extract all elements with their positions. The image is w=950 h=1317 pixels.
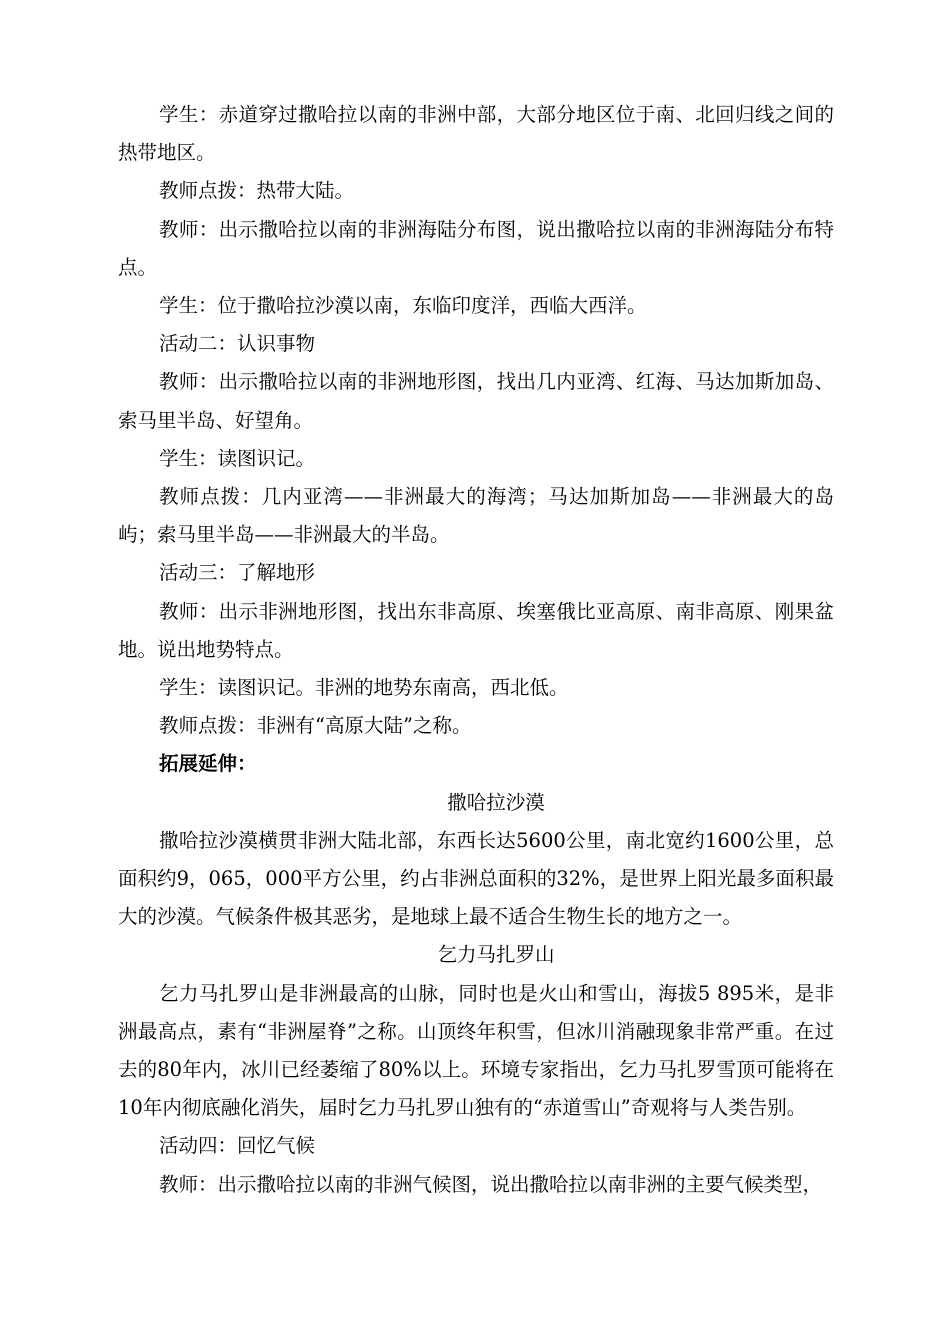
subheading-sahara: 撒哈拉沙漠 bbox=[447, 790, 545, 814]
paragraph-student-location: 学生：位于撒哈拉沙漠以南，东临印度洋，西临大西洋。 bbox=[159, 294, 647, 318]
paragraph-teacher-africa-terrain: 教师：出示非洲地形图，找出东非高原、埃塞俄比亚高原、南非高原、刚果盆地。说出地势特点。 bbox=[118, 599, 834, 661]
paragraph-activity-three-heading: 活动三：了解地形 bbox=[159, 561, 316, 585]
paragraph-activity-two-heading: 活动二：认识事物 bbox=[159, 332, 316, 356]
paragraph-student-read-map: 学生：读图识记。 bbox=[159, 446, 316, 470]
paragraph-sahara-description: 撒哈拉沙漠横贯非洲大陆北部，东西长达5600公里，南北宽约1600公里，总面积约9，065，000平方公里，约占非洲总面积的32%，是世界上阳光最多面积最大的沙漠。气候条件极其恶劣，是地球上最不适合生物生长的地方之一。 bbox=[118, 828, 834, 929]
paragraph-activity-four-heading: 活动四：回忆气候 bbox=[159, 1134, 316, 1158]
paragraph-student-terrain-answer: 学生：读图识记。非洲的地势东南高，西北低。 bbox=[159, 676, 569, 700]
paragraph-teacher-land-sea-map: 教师：出示撒哈拉以南的非洲海陆分布图，说出撒哈拉以南的非洲海陆分布特点。 bbox=[118, 217, 834, 279]
paragraph-teacher-terrain-map: 教师：出示撒哈拉以南的非洲地形图，找出几内亚湾、红海、马达加斯加岛、索马里半岛、好望角。 bbox=[118, 370, 834, 432]
section-heading-extension: 拓展延伸： bbox=[159, 752, 257, 776]
paragraph-teacher-hint-tropical: 教师点拨：热带大陆。 bbox=[159, 179, 355, 203]
paragraph-student-equator: 学生：赤道穿过撒哈拉以南的非洲中部，大部分地区位于南、北回归线之间的热带地区。 bbox=[118, 103, 834, 165]
subheading-kilimanjaro: 乞力马扎罗山 bbox=[437, 943, 555, 967]
document-body bbox=[118, 96, 834, 1204]
paragraph-teacher-hint-largest: 教师点拨：几内亚湾——非洲最大的海湾；马达加斯加岛——非洲最大的岛屿；索马里半岛——非洲最大的半岛。 bbox=[118, 485, 834, 547]
paragraph-teacher-hint-plateau: 教师点拨：非洲有“高原大陆”之称。 bbox=[159, 714, 472, 738]
paragraph-kilimanjaro-description: 乞力马扎罗山是非洲最高的山脉，同时也是火山和雪山，海拔5 895米，是非洲最高点，素有“非洲屋脊”之称。山顶终年积雪，但冰川消融现象非常严重。在过去的80年内，冰川已经萎缩了80%以上。环境专家指出，乞力马扎罗雪顶可能将在10年内彻底融化消失，届时乞力马扎罗山独有的“赤道雪山”奇观将与人类告别。 bbox=[118, 981, 834, 1120]
paragraph-teacher-climate-map: 教师：出示撒哈拉以南的非洲气候图，说出撒哈拉以南非洲的主要气候类型， bbox=[159, 1172, 823, 1196]
